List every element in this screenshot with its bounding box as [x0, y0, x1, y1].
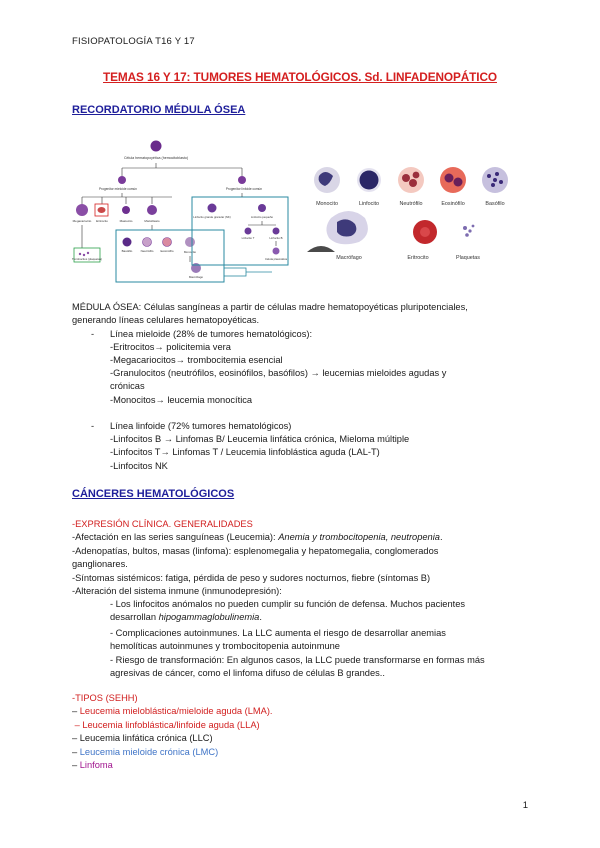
hematopoiesis-diagram [72, 130, 290, 290]
myeloid-item: -Megacariocitos→ trombocitemia esencial [110, 355, 283, 365]
cell-label-neutrofilo: Neutrófilo [399, 201, 423, 207]
svg-text:Eosinófilo: Eosinófilo [160, 249, 174, 253]
bullet-myeloid: - [91, 329, 95, 339]
lymphoid-heading: Línea linfoide (72% tumores hematológicos) [110, 421, 292, 431]
myeloid-progenitor-icon [118, 176, 126, 184]
svg-text:Basófilo: Basófilo [121, 249, 133, 253]
svg-text:Monocito: Monocito [183, 250, 197, 254]
eosinophil-icon [440, 167, 466, 193]
clinical-sub2-line1: - Complicaciones autoinmunes. La LLC aumenta el riesgo de desarrollar anemias [110, 628, 446, 638]
neutrophil-diagram-icon [143, 238, 152, 247]
section-heading-medula: RECORDATORIO MÉDULA ÓSEA [72, 104, 246, 116]
svg-text:Progenitor mieloide común: Progenitor mieloide común [99, 187, 137, 191]
clinical-line3: ganglionares. [72, 559, 128, 569]
section-heading-canceres: CÁNCERES HEMATOLÓGICOS [72, 488, 235, 500]
myeloid-item: crónicas [110, 381, 145, 391]
svg-text:Linfocito T: Linfocito T [241, 236, 255, 240]
mast-cell-icon [122, 206, 130, 214]
b-cell-icon [273, 228, 280, 235]
erythrocyte-icon [98, 207, 106, 213]
myeloid-heading: Línea mieloide (28% de tumores hematológicos): [110, 329, 313, 339]
svg-text:Linfocito pequeño: Linfocito pequeño [250, 215, 274, 219]
page-number: 1 [522, 800, 528, 811]
svg-text:Macrófago: Macrófago [188, 275, 204, 279]
erythrocyte-icon [413, 220, 437, 244]
cell-label-basofilo: Basófilo [485, 201, 505, 207]
cell-label-monocito: Monocito [316, 201, 338, 207]
svg-text:Neutrófilo: Neutrófilo [140, 249, 154, 253]
myeloid-item: -Eritrocitos→ policitemia vera [110, 342, 231, 352]
clinical-sub2-line2: hemolíticas autoinmunes y trombocitopenia autoinmune [110, 641, 340, 651]
lymphoid-item: -Linfocitos NK [110, 461, 168, 471]
lymphocyte-icon [357, 168, 381, 192]
svg-text:Linfocito grande granular (NK): Linfocito grande granular (NK) [193, 215, 231, 219]
eosinophil-diagram-icon [163, 238, 172, 247]
type-item-linfoma: – Linfoma [72, 760, 113, 770]
cell-label-linfocito: Linfocito [358, 201, 380, 207]
macrophage-icon [326, 211, 367, 244]
page-header: FISIOPATOLOGÍA T16 Y 17 [72, 36, 195, 47]
clinical-line4: -Síntomas sistémicos: fatiga, pérdida de peso y sudores nocturnos, fiebre (síntomas B) [72, 573, 431, 583]
t-cell-icon [245, 228, 252, 235]
bullet-lymphoid: - [91, 421, 95, 431]
basophil-icon [482, 167, 508, 193]
blood-cells-illustration [307, 160, 529, 265]
type-item-llc: – Leucemia linfática crónica (LLC) [72, 733, 213, 743]
cell-label-macrofago: Macrófago [336, 255, 362, 261]
marrow-intro-line1: MÉDULA ÓSEA: Células sangíneas a partir de células madre hematopoyéticas pluripotenciales, [72, 302, 468, 312]
diagram-label-stem: Célula hematopoyética (hemocitoblasto) [123, 156, 189, 160]
megakaryocyte-icon [76, 204, 88, 216]
stem-cell-icon [151, 141, 162, 152]
cell-label-eosinofilo: Eosinófilo [441, 201, 465, 207]
svg-text:Célula plasmática: Célula plasmática [264, 257, 288, 261]
clinical-sub1-line1: - Los linfocitos anómalos no pueden cumplir su función de defensa. Muchos pacientes [110, 599, 466, 609]
platelets-icon [463, 225, 474, 237]
plasma-cell-icon [273, 248, 280, 255]
svg-text:Eritrocito: Eritrocito [96, 219, 108, 223]
cell-label-eritrocito: Eritrocito [407, 255, 429, 261]
myeloid-item: -Granulocitos (neutrófilos, eosinófilos, basófilos) → leucemias mieloides agudas y [110, 368, 447, 378]
types-heading: -TIPOS (SEHH) [72, 693, 138, 703]
lymphoid-item: -Linfocitos T→ Linfomas T / Leucemia linfoblástica aguda (LAL-T) [110, 447, 380, 457]
svg-text:Progenitor linfoide común: Progenitor linfoide común [225, 187, 263, 191]
clinical-line5: -Alteración del sistema inmune (inmunodepresión): [72, 586, 282, 596]
basophil-diagram-icon [123, 238, 132, 247]
svg-text:Linfocito B: Linfocito B [269, 236, 283, 240]
clinical-sub1-line2: desarrollan hipogammaglobulinemia. [110, 612, 262, 622]
svg-text:Mastocito: Mastocito [119, 219, 133, 223]
neutrophil-icon [398, 167, 424, 193]
svg-text:Trombocitos (plaquetas): Trombocitos (plaquetas) [72, 257, 103, 261]
document-title: TEMAS 16 Y 17: TUMORES HEMATOLÓGICOS. Sd. LINFADENOPÁTICO [103, 70, 497, 84]
marrow-intro-line2: generando líneas celulares hematopoyéticas. [72, 315, 260, 325]
nk-cell-icon [208, 204, 217, 213]
myeloblast-icon [147, 205, 157, 215]
clinical-heading: -EXPRESIÓN CLÍNICA. GENERALIDADES [72, 519, 253, 529]
cell-label-plaquetas: Plaquetas [456, 255, 480, 261]
monocyte-diagram-icon [185, 237, 195, 247]
svg-text:Mieloblasto: Mieloblasto [144, 219, 160, 223]
monocyte-icon [314, 167, 340, 193]
small-lymphocyte-icon [258, 204, 266, 212]
clinical-line1: -Afectación en las series sanguíneas (Leucemia): Anemia y trombocitopenia, neutropenia. [72, 532, 443, 542]
lymphoid-progenitor-icon [238, 176, 246, 184]
clinical-line2: -Adenopatías, bultos, masas (linfoma): esplenomegalia y hepatomegalia, conglomerados [72, 546, 439, 556]
lymphoid-item: -Linfocitos B → Linfomas B/ Leucemia linfática crónica, Mieloma múltiple [110, 434, 410, 444]
type-item-lla: – Leucemia linfoblástica/linfoide aguda (LLA) [72, 720, 260, 730]
clinical-sub3-line2: agresivas de cáncer, como el linfoma difuso de células B grandes.. [110, 668, 385, 678]
svg-text:Megacariocito: Megacariocito [72, 219, 92, 223]
type-item-lmc: – Leucemia mieloide crónica (LMC) [72, 747, 219, 757]
clinical-sub3-line1: - Riesgo de transformación: En algunos casos, la LLC puede transformarse en formas más [110, 655, 485, 665]
type-item-lma: – Leucemia mieloblástica/mieloide aguda (LMA). [72, 706, 273, 716]
myeloid-item: -Monocitos→ leucemia monocítica [110, 395, 253, 405]
